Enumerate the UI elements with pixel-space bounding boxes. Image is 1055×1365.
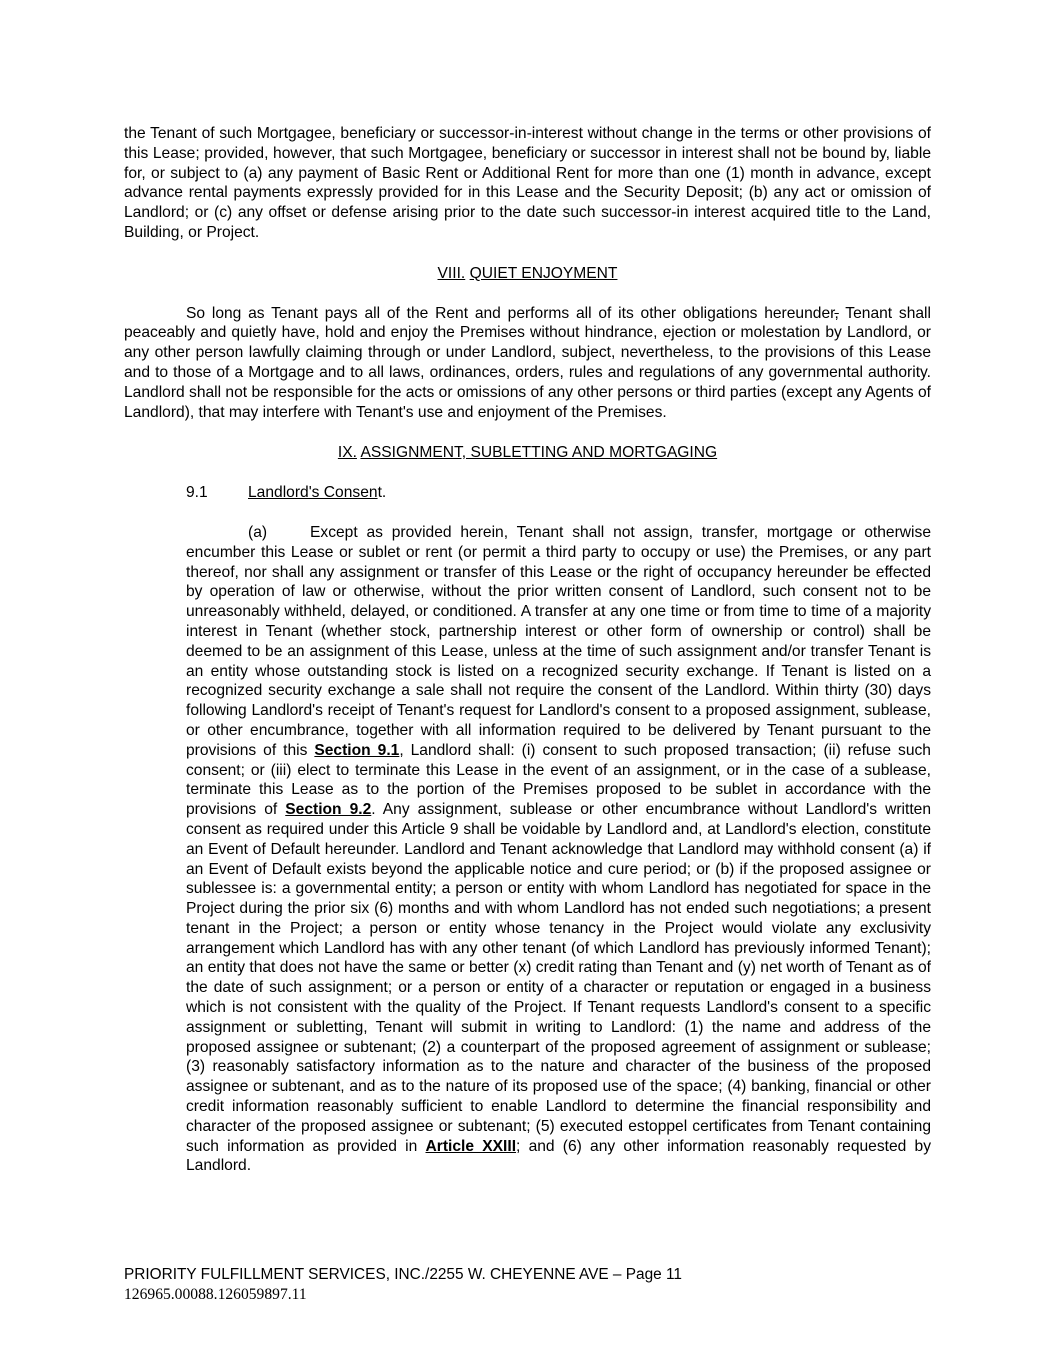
paragraph-a-text-1: Except as provided herein, Tenant shall not assign, transfer, mortgage or otherwise encumber this Lease or sublet or rent (or permit a third party to occupy or use) the Premises, or any part thereof, nor shall any assignment or transfer of this Lease or the right of occupancy hereunder be effected by operation of law or otherwise, without the prior written consent of Landlord, such consent not to be unreasonably withheld, delayed, or conditioned. A transfer at any one time or from time to time of a majority interest in Tenant (whether stock, partnership interest or other form of ownership or control) shall be deemed to be an assignment of this Lease, unless at the time of such assignment and/or transfer Tenant is an entity whose outstanding stock is listed on a recognized security exchange. If Tenant is listed on a recognized security exchange a sale shall not require the consent of the Landlord. Within thirty (30) days following Landlord's receipt of Tenant's request for Landlord's consent to a proposed assignment, sublease, or other encumbrance, together with all information required to be delivered by Tenant pursuant to the provisions of this	[186, 523, 931, 759]
intro-paragraph: the Tenant of such Mortgagee, beneficiary or successor-in-interest without change in the terms or other provisions of this Lease; provided, however, that such Mortgagee, beneficiary or successor in interest shall not be bound by, liable for, or subject to (a) any payment of Basic Rent or Additional Rent for more than one (1) month in advance, except advance rental payments expressly provided for in this Lease and the Security Deposit; (b) any act or omission of Landlord; or (c) any offset or defense arising prior to the date such successor-in interest acquired title to the Land, Building, or Project.	[124, 125, 931, 241]
page-footer	[124, 1265, 682, 1305]
paragraph-a-text-4: ; and (6) any other information reasonably requested by Landlord.	[186, 1137, 931, 1175]
subsection-number: 9.1	[186, 484, 208, 502]
section-viii-title: QUIET ENJOYMENT	[469, 264, 618, 282]
article-xxiii-reference: Article XXIII	[425, 1137, 517, 1155]
section-ix-number: IX.	[337, 444, 357, 462]
paragraph-a-text-2: , Landlord shall: (i) consent to such proposed transaction; (ii) refuse such consent; or (iii) elect to terminate this Lease in the event of an assignment, or in the case of a sublease, terminate this Lease as to the portion of the Premises proposed to be sublet in accordance with the provisions of	[186, 741, 931, 819]
section-viii-heading	[124, 264, 931, 284]
subsection-title: Landlord's Consen	[248, 484, 378, 502]
subsection-title-rest: t.	[377, 484, 387, 502]
section-9-1-reference: Section 9.1	[314, 741, 400, 759]
section-9-2-reference: Section 9.2	[285, 801, 372, 819]
paragraph-a-text-3: . Any assignment, sublease or other encumbrance without Landlord's written consent as required under this Article 9 shall be voidable by Landlord and, at Landlord's election, constitute an Event of Default hereunder. Landlord and Tenant acknowledge that Landlord may withhold consent (a) if an Event of Default exists beyond the applicable notice and cure period; or (b) if the proposed assignee or sublessee is: a governmental entity; a person or entity with whom Landlord has negotiated for space in the Project during the prior six (6) months and with whom Landlord has not ended such negotiations; a present tenant in the Project; a person or entity whose tenancy in the Project would violate any exclusivity arrangement which Landlord has with any other tenant (of which Landlord has previously informed Tenant); an entity that does not have the same or better (x) credit rating than Tenant and (y) net worth of Tenant as of the date of such assignment; or a person or entity of a character or reputation or engaged in a business which is not consistent with the quality of the Project. If Tenant requests Landlord's consent to a specific assignment or subletting, Tenant will submit in writing to Landlord: (1) the name and address of the proposed assignee or subtenant; (2) a counterpart of the proposed agreement of assignment or sublease; (3) reasonably satisfactory information as to the nature and character of the business of the proposed assignee or subtenant, and as to the nature of its proposed use of the space; (4) banking, financial or other credit information reasonably sufficient to enable Landlord to determine the financial responsibility and character of the proposed assignee or subtenant; (5) executed estoppel certificates from Tenant containing such information as provided in	[186, 801, 931, 1155]
footer-line-2: 126965.00088.126059897.11	[124, 1286, 307, 1303]
footer-line-1: PRIORITY FULFILLMENT SERVICES, INC./2255 W. CHEYENNE AVE – Page 11	[124, 1266, 682, 1283]
paragraph-a	[186, 523, 931, 1176]
quiet-enjoyment-text-1: So long as Tenant pays all of the Rent and performs all of its other obligations hereunder	[186, 304, 835, 322]
section-ix-title: ASSIGNMENT, SUBLETTING AND MORTGAGING	[360, 444, 718, 462]
document-page	[124, 124, 931, 1176]
section-ix-heading	[124, 443, 931, 463]
quiet-enjoyment-paragraph	[124, 304, 931, 423]
struck-comma: ,	[834, 304, 839, 322]
paragraph-a-label: (a)	[248, 523, 268, 541]
subsection-9-1-heading	[186, 483, 931, 503]
quiet-enjoyment-text-2: Tenant shall peaceably and quietly have, hold and enjoy the Premises without hindrance, ejection or molestation by Landlord, or any other person lawfully claiming through or under Landlord, subject, nevertheless, to the provisions of this Lease and to those of a Mortgage and to all laws, ordinances, orders, rules and regulations of any governmental authority. Landlord shall not be responsible for the acts or omissions of any other persons or third parties (except any Agents of Landlord), that may interfere with Tenant's use and enjoyment of the Premises.	[124, 304, 931, 421]
section-viii-number: VIII.	[437, 264, 466, 282]
